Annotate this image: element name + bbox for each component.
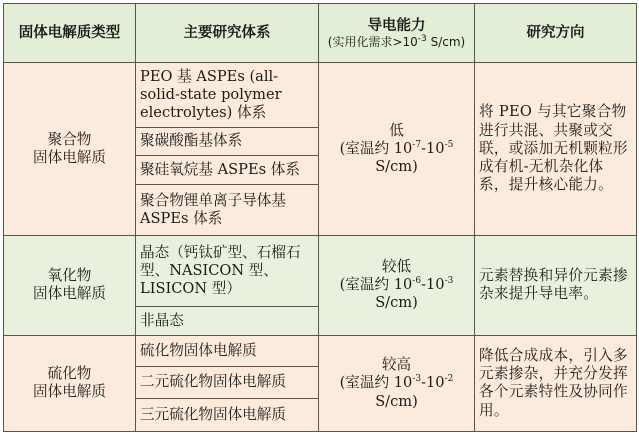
- conductivity-cell-polymer: 低 (室温约 $10^{-7}-10^{-5}$ S/cm): [319, 63, 475, 236]
- conductivity-cell-sulfide: 较高 (室温约 $10^{-3}-10^{-2}$ S/cm): [319, 335, 475, 431]
- system-cell: 硫化物固体电解质: [136, 335, 319, 366]
- system-cell: 聚硅氧烷基 ASPEs 体系: [136, 156, 319, 185]
- header-conductivity-title: 导电能力: [367, 17, 426, 34]
- system-cell: 非晶态: [136, 307, 319, 336]
- direction-cell-polymer: 将 PEO 与其它聚合物进行共混、共聚或交联，或添加无机颗粒形成有机-无机杂化体系，提升核心能力。: [475, 63, 637, 236]
- header-system: 主要研究体系: [136, 4, 319, 63]
- table-row: [4, 63, 637, 127]
- system-cell: 三元硫化物固体电解质: [136, 399, 319, 432]
- header-conductivity: [319, 4, 475, 63]
- conductivity-cell-oxide: 较低 (室温约 $10^{-6}-10^{-3}$ S/cm): [319, 235, 475, 335]
- system-cell: 聚合物锂单离子导体基 ASPEs 体系: [136, 184, 319, 235]
- header-type: 固体电解质类型: [4, 4, 136, 63]
- system-cell: PEO 基 ASPEs (all-solid-state polymer electrolytes) 体系: [136, 63, 319, 127]
- type-cell-sulfide: 硫化物 固体电解质: [4, 335, 136, 431]
- table-row: [4, 235, 637, 307]
- header-conductivity-note: (实用化需求$>10^{-3}$ S/cm): [327, 33, 466, 49]
- header-direction: 研究方向: [475, 4, 637, 63]
- type-cell-polymer: 聚合物 固体电解质: [4, 63, 136, 236]
- solid-electrolyte-table: [3, 3, 637, 432]
- table-row: [4, 335, 637, 366]
- electrolyte-table-container: [3, 3, 636, 432]
- table-header-row: [4, 4, 637, 63]
- direction-cell-sulfide: 降低合成成本，引入多元素掺杂，并充分发挥各个元素特性及协同作用。: [475, 335, 637, 431]
- system-cell: 晶态（钙钛矿型、石榴石型、NASICON 型、LISICON 型）: [136, 235, 319, 307]
- direction-cell-oxide: 元素替换和异价元素掺杂来提升导电率。: [475, 235, 637, 335]
- type-cell-oxide: 氧化物 固体电解质: [4, 235, 136, 335]
- system-cell: 聚碳酸酯基体系: [136, 127, 319, 156]
- system-cell: 二元硫化物固体电解质: [136, 366, 319, 399]
